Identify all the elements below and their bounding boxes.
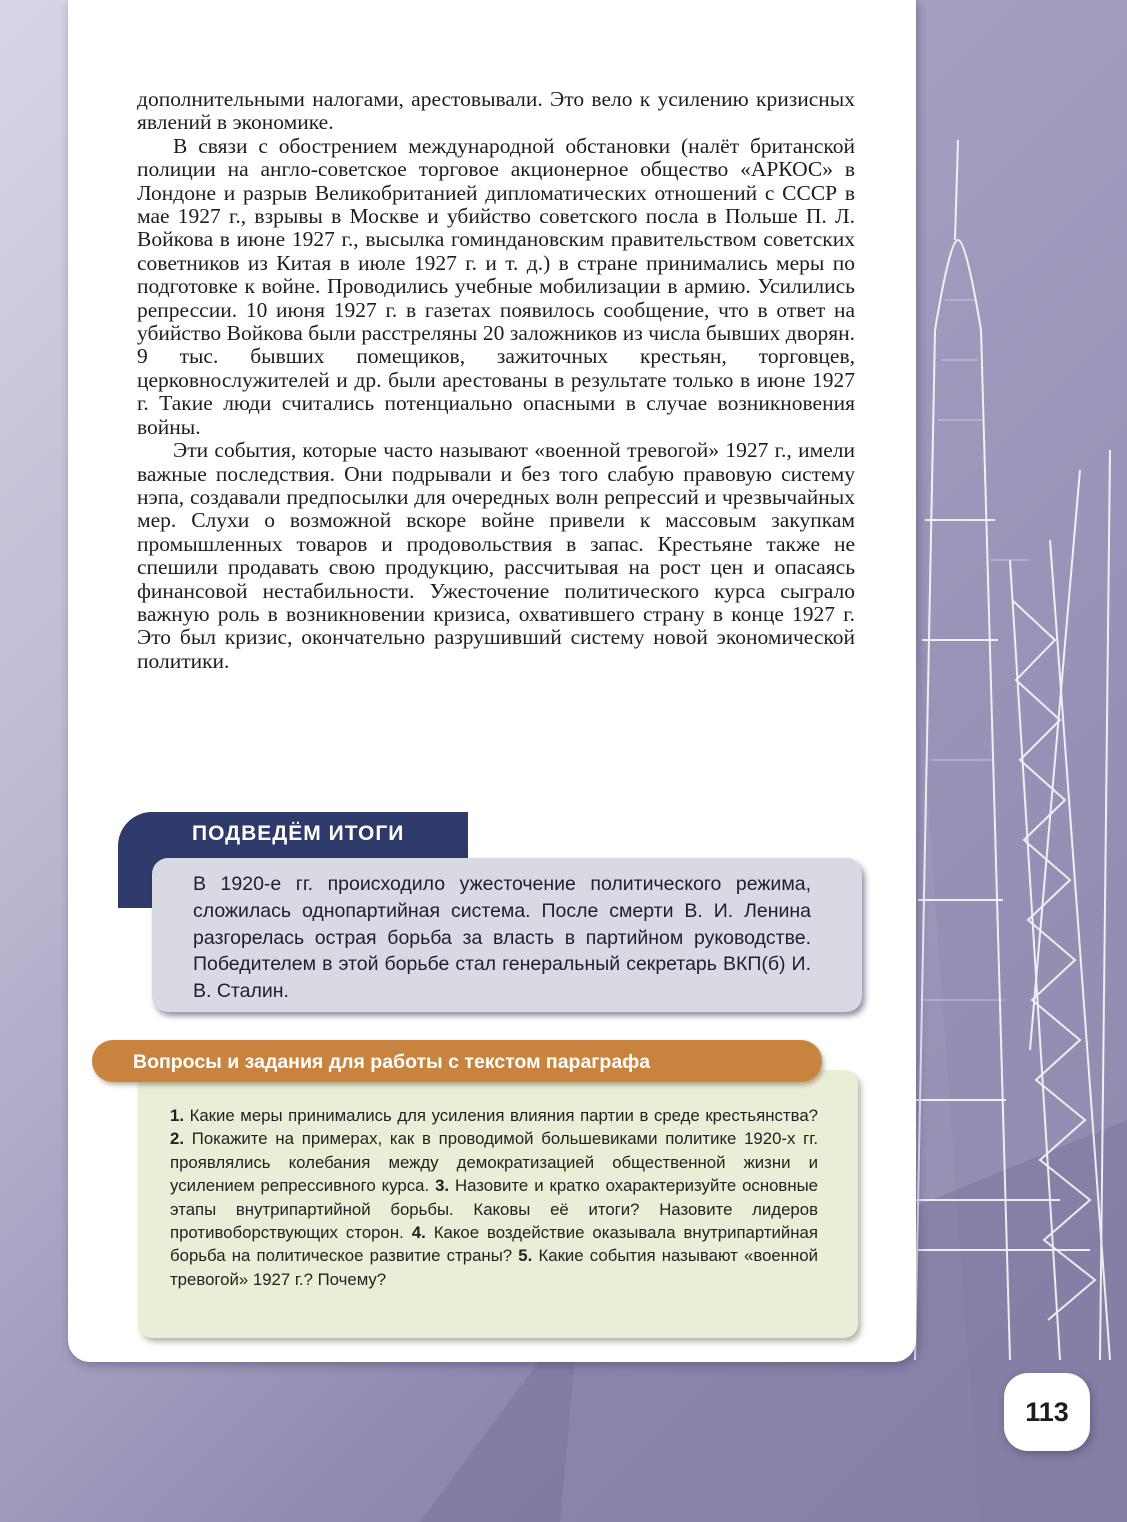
page-number: 113 bbox=[1004, 1373, 1090, 1451]
summary-text: В 1920-е гг. происходило ужесточение политического режима, сложилась однопартийная система. После смерти В. И. Ленина разгорелась острая борьба за власть в партийном руководстве. Победителем в этой борьбе стал генеральный секретарь ВКП(б) И. В. Сталин. bbox=[193, 873, 811, 1003]
questions-list bbox=[170, 1104, 818, 1291]
question-number: 2. bbox=[170, 1129, 184, 1149]
paragraph-3: Эти события, которые часто называют «военной тревогой» 1927 г., имели важные последствия. Они подрывали и без того слабую правовую систему нэпа, создавали предпосылки для очередных волн репрессий и чрезвычайных мер. Слухи о возможной вскоре войне привели к массовым закупкам промышленных товаров и продовольствия в запас. Крестьяне также не спешили продавать свою продукцию, рассчитывая на рост цен и опасаясь финансовой нестабильности. Ужесточение политического курса сыграло важную роль в возникновении кризиса, охватившего страну в конце 1927 г. Это был кризис, окончательно разрушивший систему новой экономической политики. bbox=[137, 438, 855, 673]
question-text: Какие меры принимались для усиления влияния партии в среде крестьянства? bbox=[189, 1106, 818, 1125]
question-number: 4. bbox=[411, 1223, 426, 1243]
question-text: Покажите на примерах, как в проводимой большевиками политике 1920-х гг. проявлялись колебания между демократизацией общественной жизни и усилением репрессивного курса. bbox=[170, 1129, 819, 1196]
summary-title: ПОДВЕДЁМ ИТОГИ bbox=[192, 822, 405, 845]
main-text bbox=[137, 88, 855, 673]
question-text: Назовите и кратко охарактеризуйте основные этапы внутрипартийной борьбы. Каковы её итоги? Назовите лидеров противоборствующих сторон. bbox=[170, 1176, 818, 1243]
question-text: Какие события называют «военной тревогой» 1927 г.? Почему? bbox=[170, 1246, 818, 1289]
question-number: 1. bbox=[170, 1106, 184, 1125]
questions-title: Вопросы и задания для работы с текстом параграфа bbox=[133, 1051, 651, 1073]
paragraph-1: дополнительными налогами, арестовывали. Это вело к усилению кризисных явлений в экономике. bbox=[137, 87, 855, 135]
question-text: Какое воздействие оказывала внутрипартийная борьба на политическое развитие страны? bbox=[170, 1223, 818, 1266]
question-number: 3. bbox=[435, 1176, 450, 1196]
paragraph-2: В связи с обострением международной обстановки (налёт британской полиции на англо-советское торговое акционерное общество «АРКОС» в Лондоне и разрыв Великобританией дипломатических отношений с СССР в мае 1927 г., взрывы в Москве и убийство советского посла в Польше П. Л. Войкова в июне 1927 г., высылка гоминдановским правительством советских советников из Китая в июле 1927 г. и т. д.) в стране принимались меры по подготовке к войне. Проводились учебные мобилизации в армию. Усилились репрессии. 10 июня 1927 г. в газетах появилось сообщение, что в ответ на убийство Войкова были расстреляны 20 заложников из числа бывших дворян. 9 тыс. бывших помещиков, зажиточных крестьян, торговцев, церковнослужителей и др. были арестованы в результате только в июне 1927 г. Такие люди считались потенциально опасными в случае возникновения войны. bbox=[137, 133, 855, 439]
question-number: 5. bbox=[518, 1246, 533, 1266]
